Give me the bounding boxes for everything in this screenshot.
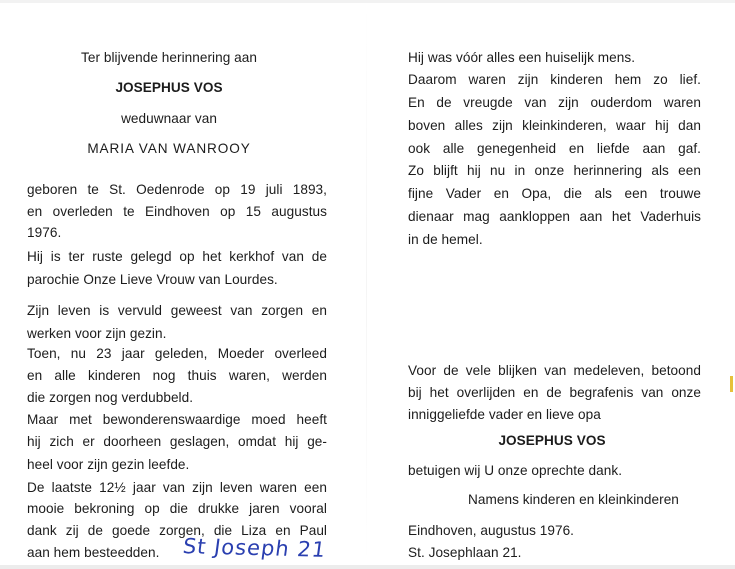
life-line-11: dank zij de goede zorgen, die Liza en Paul xyxy=(27,523,327,538)
life-line-3: Toen, nu 23 jaar geleden, Moeder overleed xyxy=(27,346,327,361)
edge-stain xyxy=(730,376,733,392)
character-line-8: dienaar mag aankloppen aan het Vaderhuis xyxy=(408,209,701,224)
life-line-2: werken voor zijn gezin. xyxy=(27,326,167,341)
family-signature: Namens kinderen en kleinkinderen xyxy=(468,492,679,507)
character-line-6: Zo blijft hij nu in onze herinnering als een xyxy=(408,163,701,178)
life-line-5: die zorgen nog verdubbeld. xyxy=(27,390,194,405)
character-line-5: ook alle genegenheid en liefde aan gaf. xyxy=(408,141,701,156)
character-line-9: in de hemel. xyxy=(408,232,483,247)
card-top-edge xyxy=(0,0,735,3)
thanks-line-2: bij het overlijden en de begrafenis van onze xyxy=(408,385,701,400)
character-line-2: Daarom waren zijn kinderen hem zo lief. xyxy=(408,72,701,87)
intro-line: Ter blijvende herinnering aan xyxy=(80,50,258,65)
birth-line: geboren te St. Oedenrode op 19 juli 1893, xyxy=(27,182,327,197)
thanks-closing: betuigen wij U onze oprechte dank. xyxy=(408,463,623,478)
handwritten-note: St Joseph 21 xyxy=(181,534,328,562)
death-line: en overleden te Eindhoven op 15 augustus xyxy=(27,204,327,219)
life-line-10: mooie bekroning op die drukke jaren vooral xyxy=(27,501,327,516)
life-line-7: hij zich er doorheen geslagen, omdat hij ge- xyxy=(27,434,327,449)
spouse-name: MARIA VAN WANROOY xyxy=(87,141,251,156)
death-year-line: 1976. xyxy=(27,225,62,240)
life-line-1: Zijn leven is vervuld geweest van zorgen en xyxy=(27,303,327,318)
character-line-3: En de vreugde van zijn ouderdom waren xyxy=(408,95,701,110)
family-address: St. Josephlaan 21. xyxy=(408,545,522,560)
life-line-6: Maar met bewonderenswaardige moed heeft xyxy=(27,412,327,427)
character-line-1: Hij was vóór alles een huiselijk mens. xyxy=(408,50,636,65)
life-line-12: aan hem besteedden. xyxy=(27,545,160,560)
burial-line-1: Hij is ter ruste gelegd op het kerkhof van de xyxy=(27,249,327,264)
card-bottom-edge xyxy=(0,565,735,569)
deceased-name: JOSEPHUS VOS xyxy=(115,80,223,95)
life-line-9: De laatste 12½ jaar van zijn leven waren een xyxy=(27,480,327,495)
character-line-7: fijne Vader en Opa, die als een trouwe xyxy=(408,186,701,201)
card-fold xyxy=(366,0,367,569)
thanks-name: JOSEPHUS VOS xyxy=(498,433,606,448)
life-line-8: heel voor zijn gezin leefde. xyxy=(27,457,190,472)
life-line-4: en alle kinderen nog thuis waren, werden xyxy=(27,368,327,383)
character-line-4: boven alles zijn kleinkinderen, waar hij dan xyxy=(408,118,701,133)
place-date: Eindhoven, augustus 1976. xyxy=(408,523,575,538)
widower-line: weduwnaar van xyxy=(121,111,217,126)
thanks-line-3: inniggeliefde vader en lieve opa xyxy=(408,407,601,422)
thanks-line-1: Voor de vele blijken van medeleven, betoond xyxy=(408,363,701,378)
burial-line-2: parochie Onze Lieve Vrouw van Lourdes. xyxy=(27,272,278,287)
